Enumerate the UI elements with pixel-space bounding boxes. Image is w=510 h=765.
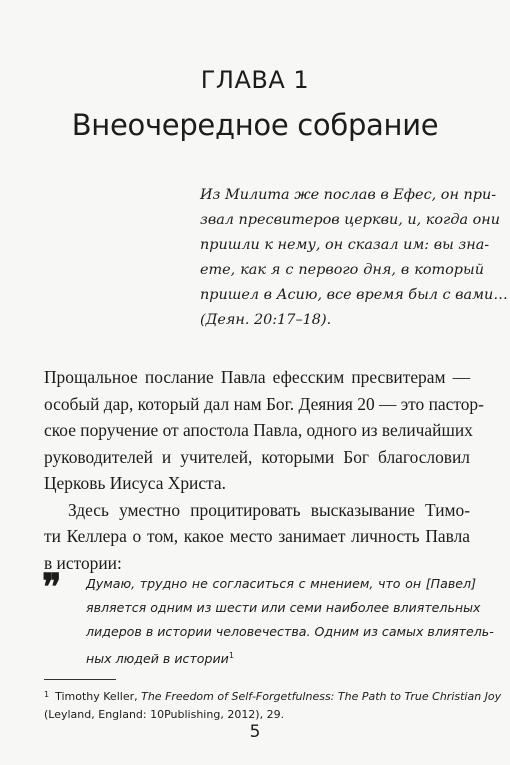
paragraph-2-line: ти Келлера о том, какое место занимает личность Павла [44, 526, 470, 546]
block-quote [86, 572, 494, 671]
footnote [44, 686, 502, 724]
footnote-number: 1 [44, 690, 50, 699]
body-text [44, 364, 484, 576]
quote-line-last [86, 644, 476, 671]
quote-line: является одним из шести или семи наиболее влиятельных [86, 600, 481, 615]
epigraph [200, 183, 508, 333]
paragraph-2-line: в истории: [44, 552, 122, 573]
footnote-book-title: The Freedom of Self-Forgetfulness: The Path to True Christian Joy [141, 690, 502, 703]
footnote-author: Timothy Keller, [55, 690, 142, 703]
quote-line: лидеров в истории человечества. Одним из самых влиятель- [86, 624, 494, 639]
paragraph-1-line: ское поручение от апостола Павла, одного из величайших [44, 420, 473, 440]
quote-mark-icon: ❞ [42, 566, 62, 608]
footnote-reference: 1 [228, 651, 234, 660]
footnote-line [44, 686, 502, 706]
chapter-title: Внеочередное собрание [71, 108, 439, 142]
paragraph-2-line: Здесь уместно процитировать высказывание Тимо- [68, 499, 470, 520]
quote-line: Думаю, трудно не согласиться с мнением, что он [Павел] [86, 576, 476, 591]
footnote-publication: (Leyland, England: 10Publishing, 2012), 29. [44, 708, 285, 721]
chapter-label: ГЛАВА 1 [200, 66, 310, 94]
page-number: 5 [249, 722, 261, 742]
epigraph-line: пришел в Асию, все время был с вами… [200, 287, 508, 303]
paragraph-1-line: руководителей и учителей, которыми Бог благословил [44, 446, 470, 467]
epigraph-line: Из Милита же послав в Ефес, он при- [200, 187, 497, 203]
epigraph-reference: (Деян. 20:17–18). [200, 312, 332, 328]
paragraph-1-line: Прощальное послание Павла ефесским пресвитерам — [44, 367, 470, 387]
quote-line: ных людей в истории [86, 651, 229, 667]
footnote-divider [44, 679, 116, 680]
epigraph-line: звал пресвитеров церкви, и, когда они [200, 212, 501, 228]
paragraph-1-line: особый дар, который дал нам Бог. Деяния 20 — это пастор- [44, 393, 484, 414]
paragraph-1-line: Церковь Иисуса Христа. [44, 473, 226, 493]
epigraph-line: ете, как я с первого дня, в который [200, 262, 484, 278]
epigraph-line: пришли к нему, он сказал им: вы зна- [200, 237, 490, 253]
